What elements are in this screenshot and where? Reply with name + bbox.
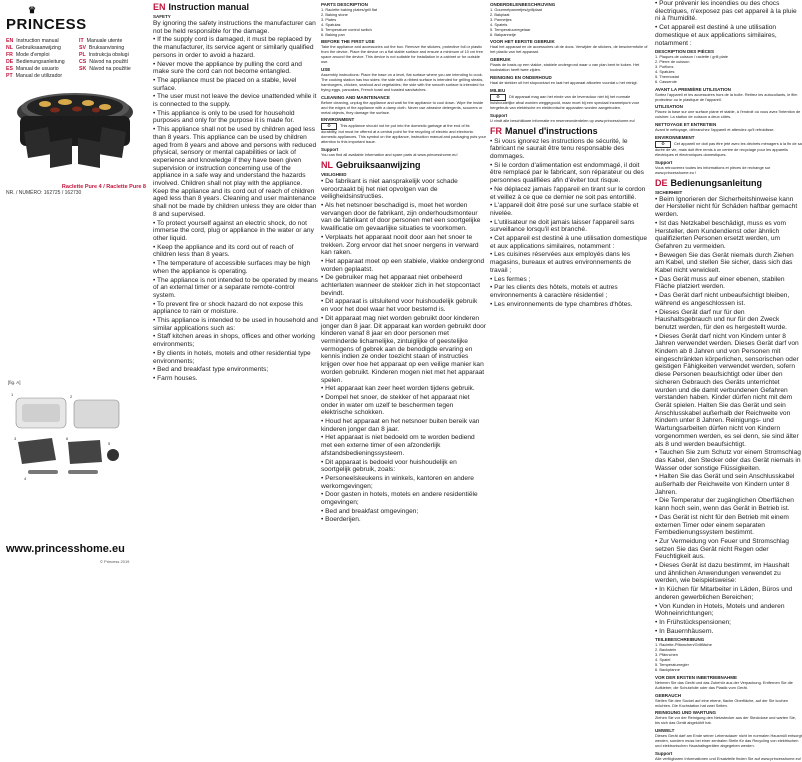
en-maintenance: Before cleaning, unplug the appliance and wait for the appliance to cool down. Wipe the inside and the edges of the appliance with a damp cloth. Never use abrasive detergents, scourers or metal objects, they damage the surface. — [321, 99, 484, 115]
fr-maintenance: Avant le nettoyage, débranchez l'appareil et attendez qu'il refroidisse. — [655, 127, 775, 133]
list-item: • Das Gerät muss auf einer ebenen, stabilen Fläche platziert werden. — [655, 276, 802, 291]
de-use: Stellen Sie den Sockel auf eine ebene, flache Oberfläche, auf der Sie kochen möchten. Die Kochstation hat zwei Seiten. — [655, 697, 789, 708]
list-item: • Tauchen Sie zum Schutz vor einem Stromschlag das Kabel, den Stecker oder das Gerät niemals in Wasser oder sonstige Flüssigkeiten. — [655, 449, 802, 472]
de-maintenance: Ziehen Sie vor der Reinigung den Netzstecker aus der Steckdose und warten Sie, bis sich das Gerät abgekühlt hat. — [655, 715, 797, 726]
language-label: Mode d'emploi — [15, 52, 50, 58]
list-item: • Keep the appliance and its cord out of reach of children less than 8 years. — [153, 244, 318, 259]
section-heading-nl: NL Gebruiksaanwijzing — [321, 159, 421, 170]
list-item: • Houd het apparaat en het netsnoer buiten bereik van kinderen jonger dan 8 jaar. — [321, 418, 486, 433]
list-item: • Dieses Gerät darf nur für den Haushaltsgebrauch und nur für den Zweck benutzt werden, für den es hergestellt wurde. — [655, 309, 802, 332]
nl-safety-title: VEILIGHEID — [321, 171, 347, 177]
de-parts-list — [655, 643, 802, 672]
en-first-use: Take the appliance and accessories out the box. Remove the stickers, protective foil or plastic from the device. Place the device on a flat stable surface and ensure a minimum of 10 cm free space around the device. This device is not suitable for installation in a cabinet or for outside use. — [321, 44, 483, 65]
list-item: 4. Spatels — [490, 21, 508, 27]
list-item: • This appliance is only to be used for household purposes and only for the purpose it is made for. — [153, 110, 318, 125]
list-item: • De gebruiker mag het apparaat niet onbeheerd achterlaten wanneer de stekker zich in het stopcontact bevindt. — [321, 274, 486, 297]
list-item: 5. Temperatuurregelaar — [490, 26, 531, 32]
list-item: 3. Poêlons — [655, 64, 674, 70]
language-code: PL — [79, 52, 86, 58]
column-nl-fr — [490, 0, 650, 575]
cover-column — [0, 0, 148, 575]
de-safety-list — [655, 196, 802, 636]
list-item: • Het apparaat kan zeer heet worden tijdens gebruik. — [321, 385, 486, 393]
list-item: • Das Gerät ist nicht für den Betrieb mit einem externen Timer oder einem separaten Fernbedienungssystem bestimmt. — [655, 514, 802, 537]
en-safety-list — [153, 36, 318, 382]
language-item — [79, 45, 148, 52]
product-model: NR. / NUMÉRO: 162725 / 162730 — [6, 190, 82, 196]
list-item: • Si vous ignorez les instructions de sécurité, le fabricant ne saurait être tenu responsable des dommages. — [490, 138, 650, 161]
en-maintenance-title: CLEANING AND MAINTENANCE — [321, 94, 390, 100]
en-environment-title: ENVIRONMENT — [321, 117, 355, 123]
list-item: • Cet appareil est destiné à une utilisation domestique et aux applications similaires, notamment : — [490, 235, 650, 250]
section-heading-en: EN Instruction manual — [153, 2, 250, 12]
language-label: Manual de utilizador — [15, 73, 63, 79]
parts-diagram — [8, 390, 133, 490]
list-item: 5. Temperature control switch — [321, 26, 372, 32]
language-code: ES — [6, 66, 13, 72]
list-item: • Die Temperatur der zugänglichen Oberflächen kann hoch sein, wenn das Gerät in Betrieb ist. — [655, 497, 802, 512]
de-maintenance-title: REINIGUNG UND WARTUNG — [655, 710, 716, 716]
list-item: • This appliance shall not be used by children aged less than 8 years. This appliance can be used by children aged from 8 years and above and persons with reduced physical, sensory or mental capabilities or lack of experience and knowledge if they have been given supervision or instruction concerning use of the appliance in a safe way and understand the hazards involved. Children shall not play with the appliance. Keep the appliance and its cord out of reach of children aged less than 8 years. Cleaning and user maintenance shall not be made by children unless they are older than 8 and supervised. — [153, 126, 318, 218]
list-item: 3. Plates — [321, 16, 337, 22]
list-item: • Het apparaat moet op een stabiele, vlakke ondergrond worden geplaatst. — [321, 258, 486, 273]
en-use: Assembly instructions: Place the base on a level, flat surface where you are intending to cook. The cooking station has two sides: the side with a ribbed surface is intended for grilling steaks, hamburgers, chicken, seafood and vegetables; the side with the smooth surface is intended for frying eggs, pancakes, French toast and toasted sandwiches. — [321, 72, 485, 92]
list-item: • Ne déplacez jamais l'appareil en tirant sur le cordon et veillez à ce que ce dernier ne soit pas entortillé. — [490, 186, 650, 201]
list-item: 5. Thermostat — [655, 73, 679, 79]
language-label: Gebruiksaanwijzing — [15, 45, 61, 51]
list-item: • Staff kitchen areas in shops, offices and other working environments; — [153, 333, 318, 348]
en-support-title: Support — [321, 147, 339, 153]
de-environment-title: UMWELT — [655, 728, 675, 734]
language-code: PT — [6, 73, 13, 79]
recycle-icon: ♻ — [490, 94, 506, 101]
nl-parts-list — [490, 8, 650, 37]
nl-safety-list — [321, 178, 486, 524]
nl-parts-title: ONDERDELENBESCHRIJVING — [490, 2, 556, 7]
en-parts-list — [321, 8, 486, 37]
language-label: Bedienungsanleitung — [16, 59, 65, 65]
list-item: • Ist das Netzkabel beschädigt, muss es vom Hersteller, dem Kundendienst oder ähnlich qualifizierten Personen ersetzt werden, um Gefahren zu vermeiden. — [655, 220, 802, 251]
en-use-title: USE — [321, 67, 331, 73]
list-item: 1. Gourmetpannetjes/grillplaat — [490, 7, 542, 12]
language-label: Instrukcja obsługi — [88, 52, 129, 58]
parts-figure-label: [fig. A] — [8, 380, 21, 385]
recycle-icon: ♻ — [655, 141, 671, 148]
section-heading-de: DE Bedienungsanleitung — [655, 177, 763, 188]
fr-safety-list — [490, 138, 650, 309]
list-item: • Bed and breakfast type environments; — [153, 366, 318, 374]
list-item: • Dit apparaat is uitsluitend voor huishoudelijk gebruik en voor het doel waar het voor bestemd is. — [321, 298, 486, 313]
list-item: • Les environnements de type chambres d'hôtes. — [490, 301, 650, 309]
brand-logo: ♛ PRINCESS — [6, 5, 148, 33]
list-item: • Boerderijen. — [321, 516, 486, 524]
nl-use-title: GEBRUIK — [490, 57, 511, 63]
list-item: 3. Pannetjes — [490, 16, 512, 22]
column-fr-de — [655, 0, 802, 761]
nl-first-use: Haal het apparaat en de accessoires uit de doos. Verwijder de stickers, de beschermfolie of het plastic van het apparaat. — [490, 44, 648, 55]
de-safety-title: SICHERHEIT — [655, 189, 683, 195]
fr-environment-title: ENVIRONNEMENT — [655, 135, 695, 141]
website-url: www.princesshome.eu — [6, 543, 125, 555]
list-item: • Het apparaat is niet bedoeld om te worden bediend met een externe timer of een afzonderlijk afstandsbedieningssysteem. — [321, 434, 486, 457]
de-support-title: Support — [655, 750, 673, 756]
nl-support: U vindt alle beschikbare informatie en reserveonderdelen op www.princesshome.eu! — [490, 117, 635, 123]
list-item: • L'utilisateur ne doit jamais laisser l'appareil sans surveillance lorsqu'il est branché. — [490, 219, 650, 234]
list-item: • Never move the appliance by pulling the cord and make sure the cord can not become entangled. — [153, 61, 318, 76]
list-item: 2. Bakplaat — [490, 11, 510, 17]
list-item: • Pour prévenir les incendies ou des chocs électriques, n'exposez pas cet appareil à la pluie ni à l'humidité. — [655, 0, 802, 23]
language-code: CS — [79, 59, 87, 65]
list-item: 2. Backstein — [655, 647, 677, 653]
language-item — [6, 38, 75, 45]
list-item: • This appliance is intended to be used in household and similar applications such as: — [153, 317, 318, 332]
de-support: Alle verfügbaren Informationen und Ersatzteile finden Sie auf www.princesshome.eu! — [655, 755, 801, 761]
list-item: • Verplaats het apparaat nooit door aan het snoer te trekken. Zorg ervoor dat het snoer nergens in verward kan raken. — [321, 234, 486, 257]
list-item: • In Küchen für Mitarbeiter in Läden, Büros und anderen gewerblichen Bereichen; — [655, 586, 802, 601]
language-item — [79, 59, 148, 66]
language-label: Bruksanvisning — [88, 45, 125, 51]
list-item: • By clients in hotels, motels and other residential type environments; — [153, 350, 318, 365]
list-item: • Dieses Gerät darf nicht von Kindern unter 8 Jahren verwendet werden. Dieses Gerät darf von Kindern ab 8 Jahren und von Personen mit eingeschränkten körperlichen, sensorischen oder geistigen Fähigkeiten verwendet werden, sofern diese Personen beaufsichtigt oder über den sicheren Gebrauch des Geräts unterrichtet wurden und die damit verbundenen Gefahren verstanden haben. Kinder dürfen nicht mit dem Gerät spielen. Halten Sie das Gerät und sein Anschlusskabel außerhalb der Reichweite von Kindern unter 8 Jahren. Reinigungs- und Wartungsarbeiten dürfen nicht von Kindern vorgenommen werden, es sei denn, sie sind älter als 8 und werden beaufsichtigt. — [655, 333, 802, 449]
copyright: © Princess 2019 — [100, 559, 130, 564]
fr-support: Vous retrouverez toutes les informations et pièces de rechange sur www.princesshome.eu ! — [655, 164, 771, 175]
product-title: Raclette Pure 4 / Raclette Pure 8 — [61, 184, 146, 190]
svg-text:1: 1 — [11, 392, 14, 397]
list-item: • Cet appareil est destiné à une utilisation domestique et aux applications similaires, notamment : — [655, 24, 802, 47]
list-item: 5. Temperaturregler — [655, 662, 689, 668]
raclette-product-illustration — [10, 72, 140, 182]
language-item — [79, 38, 148, 45]
language-label: Návod na použitie — [89, 66, 131, 72]
list-item: 6. Casserole — [655, 78, 677, 84]
language-code: NL — [6, 45, 13, 51]
list-item: • Door gasten in hotels, motels en andere residentiële omgevingen; — [321, 491, 486, 506]
language-label: Manuale utente — [86, 38, 123, 44]
list-item: • If the supply cord is damaged, it must be replaced by the manufacturer, its service agent or similarly qualified persons in order to avoid a hazard. — [153, 36, 318, 59]
en-intro: By ignoring the safety instructions the manufacturer can not be held responsible for the damage. — [153, 20, 316, 35]
list-item: • Dit apparaat mag niet worden gebruikt door kinderen jonger dan 8 jaar. Dit apparaat kan worden gebruikt door kinderen vanaf 8 jaar en door personen met verminderde lichamelijke, zintuiglijke of geestelijke vermogens of gebrek aan de benodigde ervaring en kennis indien ze onder toezicht staan of instructies krijgen over hoe het apparaat op een veilige manier kan worden gebruikt. Kinderen mogen niet met het apparaat spelen. — [321, 315, 486, 384]
list-item: 4. Spatules — [655, 68, 675, 74]
en-safety-title: SAFETY — [153, 14, 171, 19]
fr-environment: ♻ Cet appareil ne doit pas être jeté avec les déchets ménagers à la fin de sa durée de vie, mais doit être remis à un centre de recyclage pour les appareils électriques et électroniques domestiques. — [655, 141, 802, 157]
crown-icon: ♛ — [28, 5, 37, 15]
fr-support-title: Support — [655, 159, 673, 165]
section-heading-fr: FR Manuel d'instructions — [490, 125, 598, 136]
list-item: 6. Backpfanne — [655, 666, 680, 672]
fr-large-list — [655, 0, 802, 47]
svg-text:3: 3 — [14, 436, 17, 441]
language-code: SV — [79, 45, 86, 51]
list-item: • Bewegen Sie das Gerät niemals durch Ziehen am Kabel, und stellen Sie sicher, dass sich das Kabel nicht verwickelt. — [655, 252, 802, 275]
language-item — [6, 59, 75, 66]
list-item: • The appliance is not intended to be operated by means of an external timer or a separate remote-control system. — [153, 277, 318, 300]
de-use-title: GEBRAUCH — [655, 692, 682, 698]
recycle-icon: ♻ — [321, 123, 337, 130]
fr-use: Placez la base sur une surface plane et stable, à l'endroit où vous avez l'intention de cuisiner. La station de cuisson a deux côtés. — [655, 109, 801, 120]
list-item: • Personeelskeukens in winkels, kantoren en andere werkomgevingen; — [321, 475, 486, 490]
language-item — [6, 52, 75, 59]
en-environment: ♻ This appliance should not be put into the domestic garbage at the end of its durability, but must be offered at a central point for the recycling of electric and electronic domestic appliances. This symbol on the appliance, instruction manual and packaging puts your attention to this important issue. — [321, 123, 486, 145]
de-first-use-title: VOR DER ERSTEN INBETRIEBNAHME — [655, 674, 738, 680]
list-item: • Das Gerät darf nicht unbeaufsichtigt bleiben, während es angeschlossen ist. — [655, 292, 802, 307]
fr-first-use: Sortez l'appareil et les accessoires hors de la boîte. Retirez les autocollants, le film protecteur ou le plastique de l'appareil. — [655, 91, 798, 102]
list-item: • Dieses Gerät ist dazu bestimmt, im Haushalt und ähnlichen Anwendungen verwendet zu werden, wie beispielsweise: — [655, 562, 802, 585]
fr-maintenance-title: NETTOYAGE ET ENTRETIEN — [655, 122, 717, 128]
list-item: 2. Baking stone — [321, 11, 348, 17]
en-first-use-title: BEFORE THE FIRST USE — [321, 39, 375, 45]
list-item: 4. Spatulas — [321, 21, 341, 27]
list-item: • Als het netsnoer beschadigd is, moet het worden vervangen door de fabrikant, zijn onderhoudsmonteur van de fabrikant of door personen met een soortgelijke kwalificatie om gevaarlijke situaties te voorkomen. — [321, 202, 486, 233]
language-label: Instruction manual — [16, 38, 59, 44]
language-item — [79, 52, 148, 59]
fr-use-title: UTILISATION — [655, 104, 683, 110]
list-item: • Bed and breakfast omgevingen; — [321, 508, 486, 516]
nl-maintenance-title: REINIGING EN ONDERHOUD — [490, 75, 552, 81]
list-item: • Dit apparaat is bedoeld voor huishoudelijk en soortgelijk gebruik, zoals: — [321, 459, 486, 474]
list-item: 1. Raclette-Pfännchen/Grillfläche — [655, 642, 712, 648]
language-code: EN — [6, 38, 14, 44]
svg-text:6: 6 — [66, 436, 69, 441]
en-support: You can find all available information and spare parts at www.princesshome.eu! — [321, 152, 458, 158]
list-item: • In Bauernhäusern. — [655, 628, 802, 636]
list-item: • Les cuisines réservées aux employés dans les magasins, bureaux et autres environnements de travail ; — [490, 251, 650, 274]
list-item: • Par les clients des hôtels, motels et autres environnements à caractère résidentiel ; — [490, 284, 650, 299]
list-item: • The user must not leave the device unattended while it is connected to the supply. — [153, 93, 318, 108]
language-code: IT — [79, 38, 84, 44]
fr-parts-list — [655, 55, 802, 84]
list-item: • Si le cordon d'alimentation est endommagé, il doit être remplacé par le fabricant, son réparateur ou des personnes qualifiées afin d'éviter tout risque. — [490, 162, 650, 185]
list-item: • Les fermes ; — [490, 276, 650, 284]
list-item: • The temperature of accessible surfaces may be high when the appliance is operating. — [153, 260, 318, 275]
list-item: • Beim Ignorieren der Sicherheitshinweise kann der Hersteller nicht für Schäden haftbar gemacht werden. — [655, 196, 802, 219]
list-item: • In Frühstückspensionen; — [655, 619, 802, 627]
nl-maintenance: Haal de stekker uit het stopcontact en laat het apparaat afkoelen voordat u het reinigt. — [490, 80, 638, 86]
fr-parts-title: DESCRIPTION DES PIÈCES — [655, 49, 715, 55]
list-item: 6. Bakpannetje — [490, 31, 516, 37]
de-first-use: Nehmen Sie das Gerät und das Zubehör aus der Verpackung. Entfernen Sie die Aufkleber, die Schutzfolie oder das Plastik vom Gerät. — [655, 679, 793, 690]
de-parts-title: TEILEBESCHREIBUNG — [655, 637, 705, 643]
en-parts-title: PARTS DESCRIPTION — [321, 2, 368, 7]
de-environment: Dieses Gerät darf am Ende seiner Lebensdauer nicht im normalen Hausmüll entsorgt werden, sondern muss bei einer zentralen Stelle für das Recycling von elektrischen und elektronischen Haushaltsgeräten abgegeben werden. — [655, 733, 802, 749]
list-item: • L'appareil doit être posé sur une surface stable et nivelée. — [490, 202, 650, 217]
list-item: • Zur Vermeidung von Feuer und Stromschlag setzen Sie das Gerät nicht Regen oder Feuchtigkeit aus. — [655, 538, 802, 561]
fr-first-use-title: AVANT LA PREMIÈRE UTILISATION — [655, 86, 731, 92]
list-item: 3. Pfännchen — [655, 652, 678, 658]
list-item: • The appliance must be placed on a stable, level surface. — [153, 77, 318, 92]
nl-first-use-title: VOOR HET EERSTE GEBRUIK — [490, 39, 555, 45]
nl-support-title: Support — [490, 112, 508, 118]
svg-text:5: 5 — [108, 441, 111, 446]
nl-use: Plaats de basis op een vlakke, stabiele ondergrond waar u van plan bent te koken. Het kookstation heeft twee zijden. — [490, 62, 640, 73]
list-item: 2. Pierre de cuisson — [655, 59, 690, 65]
list-item: 1. Raclette baking plates/grill flat — [321, 7, 378, 12]
list-item: • Dompel het snoer, de stekker of het apparaat niet onder in water om uzelf te beschermen tegen elektrische schokken. — [321, 394, 486, 417]
list-item: • Halten Sie das Gerät und sein Anschlusskabel außerhalb der Reichweite von Kindern unter 8 Jahren. — [655, 473, 802, 496]
language-code: FR — [6, 52, 13, 58]
list-item: • To prevent fire or shock hazard do not expose this appliance to rain or moisture. — [153, 301, 318, 316]
column-en-nl — [321, 0, 486, 575]
language-label: Manual de usuario — [15, 66, 59, 72]
svg-text:2: 2 — [70, 394, 73, 399]
list-item: 6. Baking pan — [321, 31, 345, 37]
column-en — [153, 0, 318, 575]
list-item: 1. Plaques de cuisson / raclette / grill plate — [655, 54, 728, 60]
nl-environment: ♻ Dit apparaat mag aan het einde van de levensduur niet bij het normale huishoudelijke afval worden weggegooid, maar moet bij een speciaal inzamelpunt voor hergebruik van elektrische en elektronische apparaten worden aangeboden. — [490, 93, 640, 110]
svg-text:4: 4 — [24, 476, 27, 481]
list-item: • To protect yourself against an electric shock, do not immerse the cord, plug or appliance in the water or any other liquid. — [153, 220, 318, 243]
list-item: • Farm houses. — [153, 375, 318, 383]
language-label: Návod na použití — [89, 59, 129, 65]
nl-environment-title: MILIEU — [490, 87, 506, 93]
list-item: • Von Kunden in Hotels, Motels und anderen Wohneinrichtungen; — [655, 603, 802, 618]
list-item: 4. Spatel — [655, 657, 671, 663]
language-item — [6, 45, 75, 52]
product-caption — [6, 184, 146, 196]
language-code: DE — [6, 59, 14, 65]
language-code: SK — [79, 66, 87, 72]
list-item: • De fabrikant is niet aansprakelijk voor schade veroorzaakt bij het niet opvolgen van de veiligheidsinstructies. — [321, 178, 486, 201]
